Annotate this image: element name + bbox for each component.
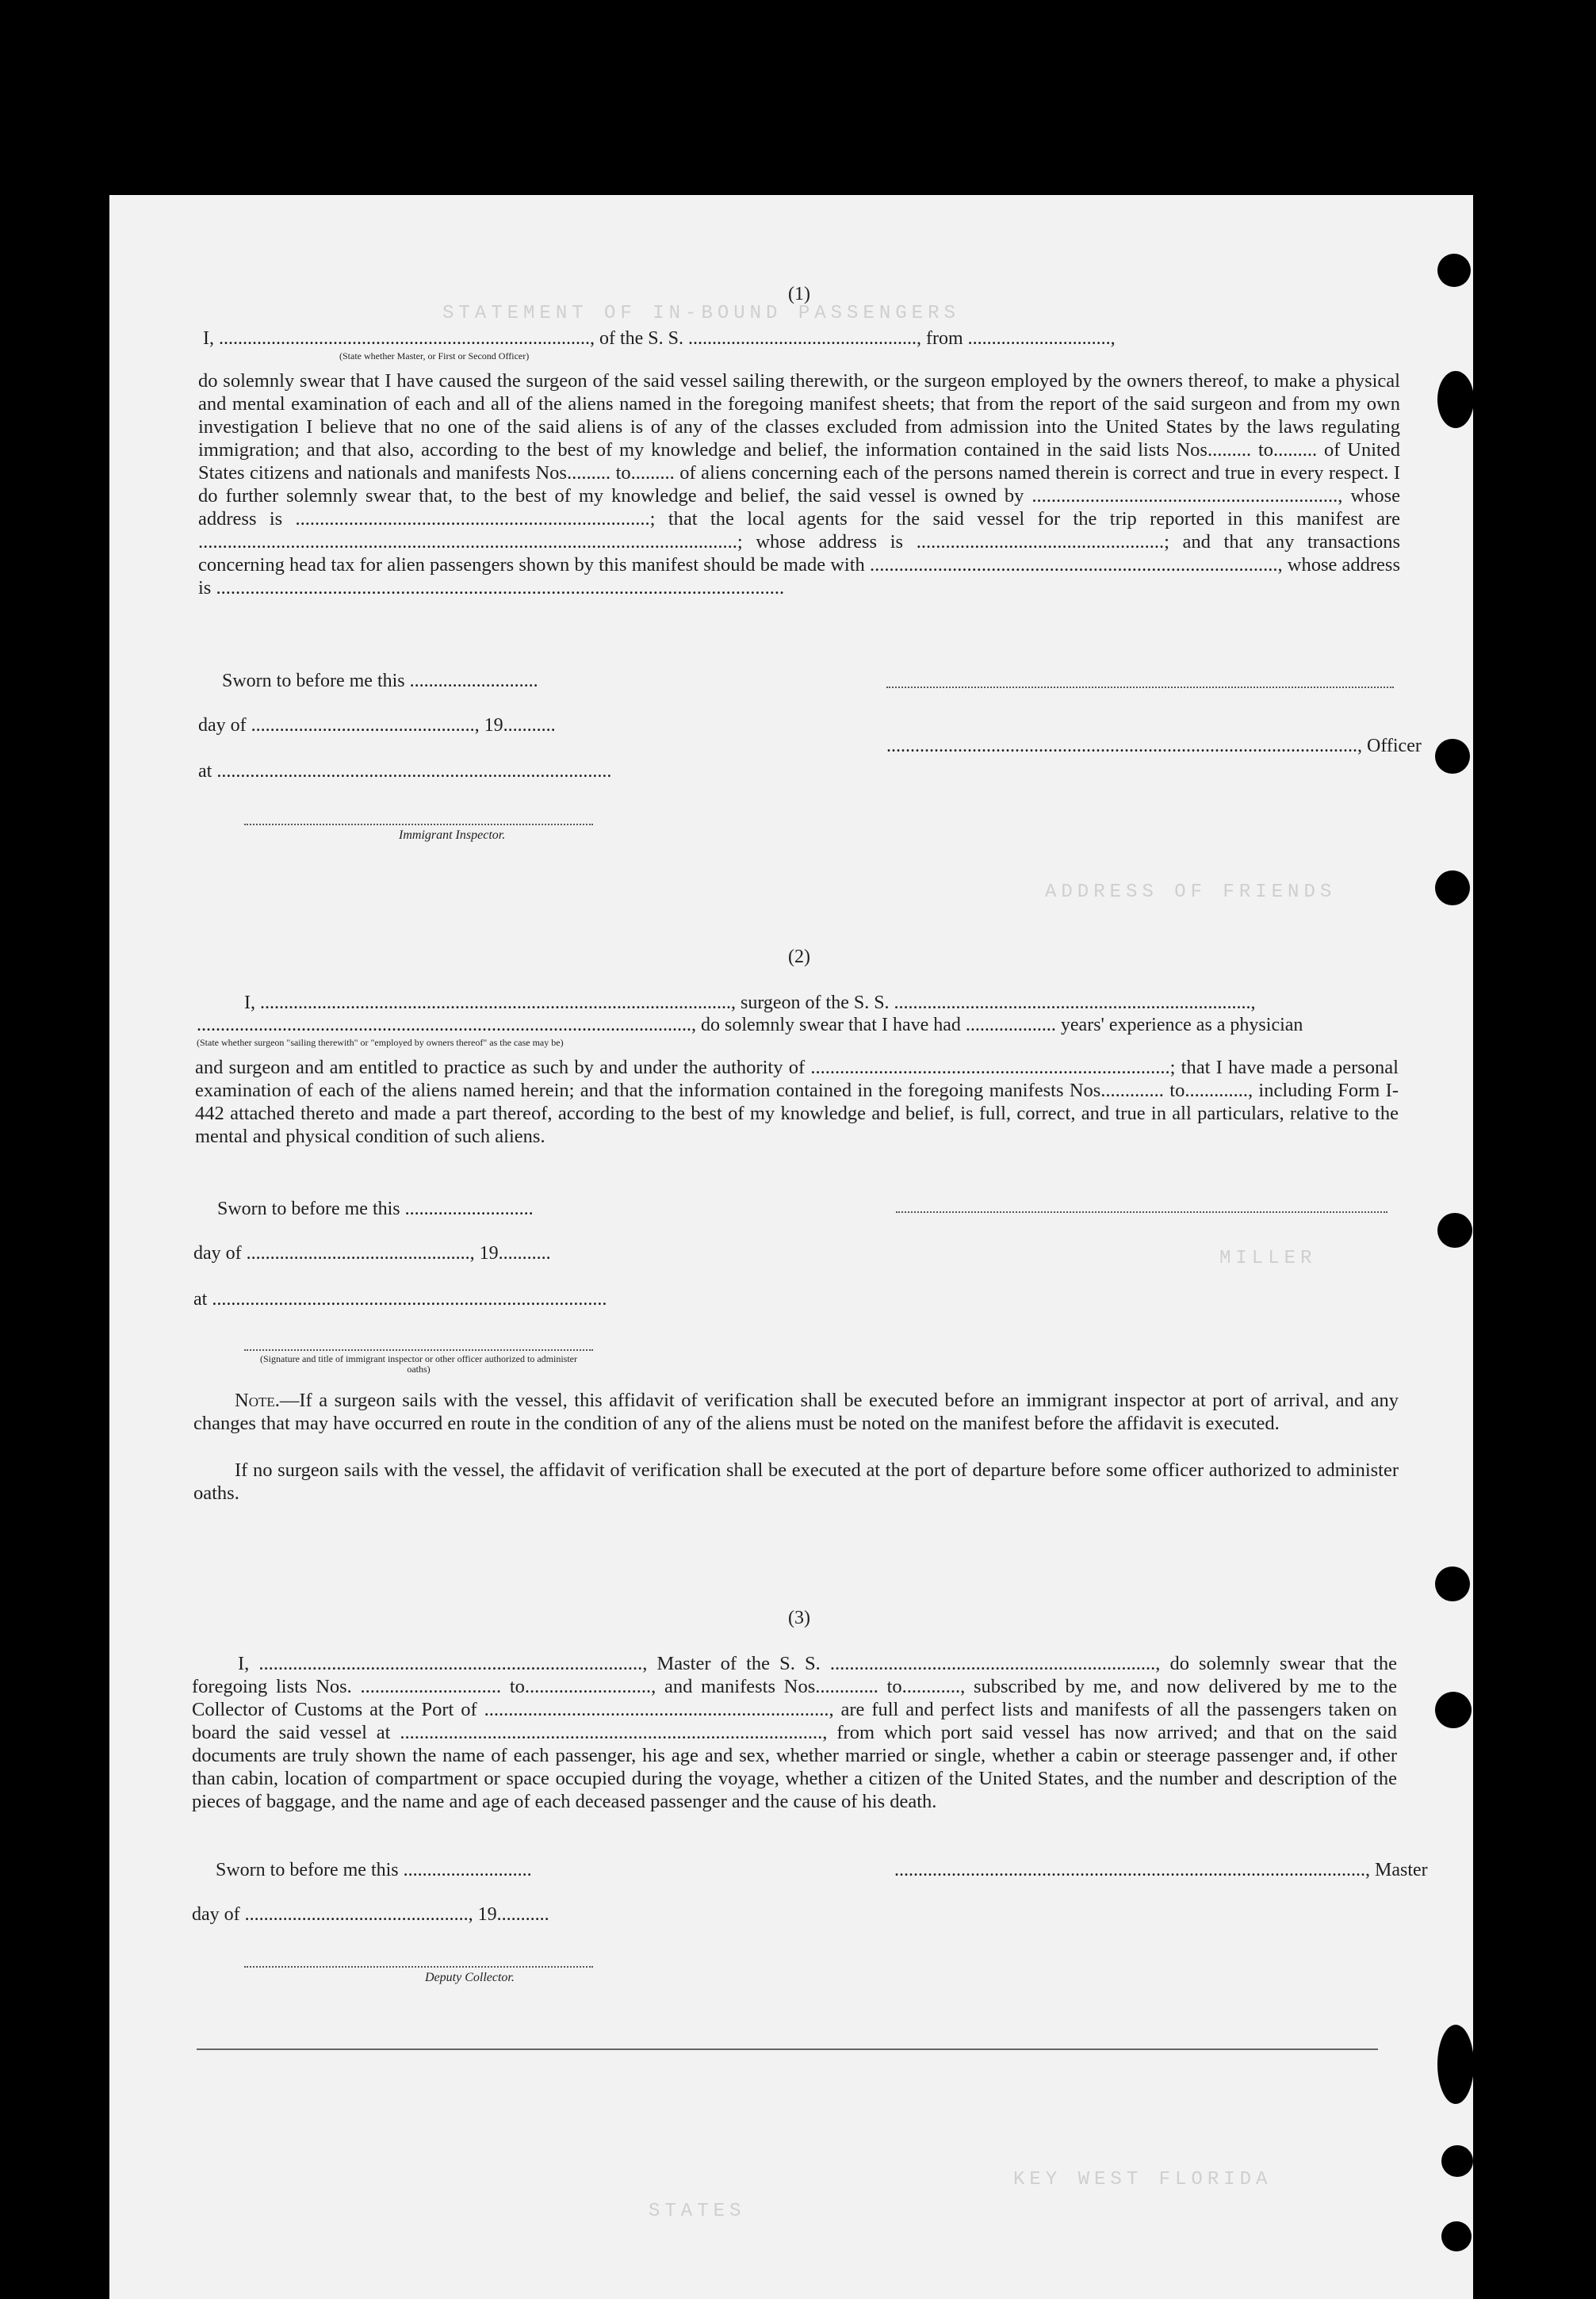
oath-line: I, ..................................................................................................., surgeon of the S. S. ...........................................................................,	[244, 993, 1256, 1013]
note-paragraph-2: If no surgeon sails with the vessel, the affidavit of verification shall be executed at the port of departure before some officer authorized to administer oaths.	[193, 1459, 1399, 1504]
document-page	[109, 195, 1473, 2299]
at-line: at ...................................................................................	[193, 1289, 607, 1310]
section-number: (3)	[788, 1608, 810, 1628]
signature-line	[244, 1966, 593, 1968]
signature-caption: Immigrant Inspector.	[399, 828, 506, 842]
bottom-rule	[197, 2048, 1378, 2050]
sworn-line: Sworn to before me this ...........................	[216, 1860, 532, 1880]
day-line: day of ..............................................., 19...........	[192, 1904, 549, 1925]
day-line: day of ..............................................., 19...........	[193, 1243, 551, 1264]
punch-hole-icon	[1435, 1566, 1470, 1601]
punch-hole-icon	[1441, 2221, 1472, 2251]
officer-signature	[886, 734, 1422, 758]
bleed-through-word: MILLER	[1219, 1248, 1317, 1269]
signature-line	[886, 687, 1394, 688]
oath-body: I, ..............................................................................., Master of the S. S. ..................................................................., do solemnly swear that the foregoing lists Nos. ............................. to.........................., and manifests Nos............. to............, subscribed by me, and now delivered by me to the Collector of Customs at the Port of ......................................................................., are full and perfect lists and manifests of all the passengers taken on board the said vessel at ......................................................................................., from which port said vessel has now arrived; and that on the said documents are truly shown the name of each passenger, his age and sex, whether married or single, whether a cabin or steerage passenger and, if other than cabin, location of compartment or space occupied during the voyage, whether a citizen of the United States, and the number and description of the pieces of baggage, and the name and age of each deceased passenger and the cause of his death.	[192, 1653, 1397, 1812]
punch-hole-icon	[1437, 1213, 1472, 1248]
punch-hole-icon	[1437, 2025, 1473, 2104]
note-text: —If a surgeon sails with the vessel, this affidavit of verification shall be executed before an immigrant inspector at port of arrival, and any changes that may have occurred en route in the condition of any of the aliens must be noted on the manifest before the affidavit is executed.	[193, 1390, 1399, 1434]
signature-line	[244, 824, 593, 825]
signature-line	[244, 1349, 593, 1351]
master-signature	[894, 1858, 1428, 1882]
oath-line: I, .............................................................................., of the S. S. ................................................, from ..............................,	[203, 328, 1116, 349]
signature-caption: Deputy Collector.	[425, 1971, 515, 1984]
day-line: day of ..............................................., 19...........	[198, 715, 556, 736]
punch-hole-icon	[1435, 739, 1470, 774]
master-label: ..................................................................................................., Master	[894, 1860, 1428, 1880]
field-note: (State whether surgeon "sailing therewith" or "employed by owners thereof" as the case may be)	[197, 1037, 564, 1048]
oath-body: do solemnly swear that I have caused the surgeon of the said vessel sailing therewith, or the surgeon employed by the owners thereof, to make a physical and mental examination of each and all of the aliens named in the foregoing manifest sheets; that from the report of the said surgeon and from my own investigation I believe that no one of the said aliens is of any of the classes excluded from admission into the United States by the laws regulating immigration; and that also, according to the best of my knowledge and belief, the information contained in the said lists Nos......... to......... of United States citizens and nationals and manifests Nos......... to......... of aliens concerning each of the persons named therein is correct and true in every respect. I do further solemnly swear that, to the best of my knowledge and belief, the said vessel is owned by ..............................................................., whose address is .........................................................................; that the local agents for the said vessel for the trip reported in this manifest are ...............................................................................................................; whose address is ...................................................; and that any transactions concerning head tax for alien passengers shown by this manifest should be made with ...................................................................................., whose address is .....................................................................................................................	[198, 370, 1400, 599]
signature-caption: (Signature and title of immigrant inspector or other officer authorized to administer oaths)	[260, 1353, 577, 1375]
note-label: Note.	[235, 1390, 280, 1411]
punch-hole-icon	[1441, 2145, 1473, 2177]
section-number: (2)	[788, 947, 810, 967]
bleed-through-word: STATES	[649, 2201, 746, 2222]
oath-line: ........................................................................................................, do solemnly swear that I have had ................... years' experience as a physician	[197, 1015, 1303, 1035]
bleed-through-header: STATEMENT OF IN-BOUND PASSENGERS	[442, 303, 960, 324]
bleed-through-word: ADDRESS OF FRIENDS	[1045, 882, 1337, 903]
sworn-line: Sworn to before me this ...........................	[217, 1199, 534, 1219]
signature-line	[896, 1211, 1387, 1213]
note-paragraph	[193, 1389, 1399, 1435]
bleed-through-word: KEY WEST FLORIDA	[1013, 2169, 1273, 2190]
punch-hole-icon	[1437, 371, 1473, 428]
punch-hole-icon	[1435, 870, 1470, 905]
section-number: (1)	[788, 284, 810, 304]
sworn-line: Sworn to before me this ...........................	[222, 671, 538, 691]
field-note: (State whether Master, or First or Second Officer)	[339, 350, 530, 361]
oath-body: and surgeon and am entitled to practice as such by and under the authority of ..........................................................................; that I have made a personal examination of each of the aliens named herein; and that the information contained in the foregoing manifests Nos............. to............., including Form I-442 attached thereto and made a part thereof, according to the best of my knowledge and belief, is full, correct, and true in all particulars, relative to the mental and physical condition of such aliens.	[195, 1057, 1399, 1147]
punch-hole-icon	[1435, 1692, 1472, 1728]
officer-label: ..................................................................................................., Officer	[886, 736, 1422, 756]
at-line: at ...................................................................................	[198, 761, 612, 782]
